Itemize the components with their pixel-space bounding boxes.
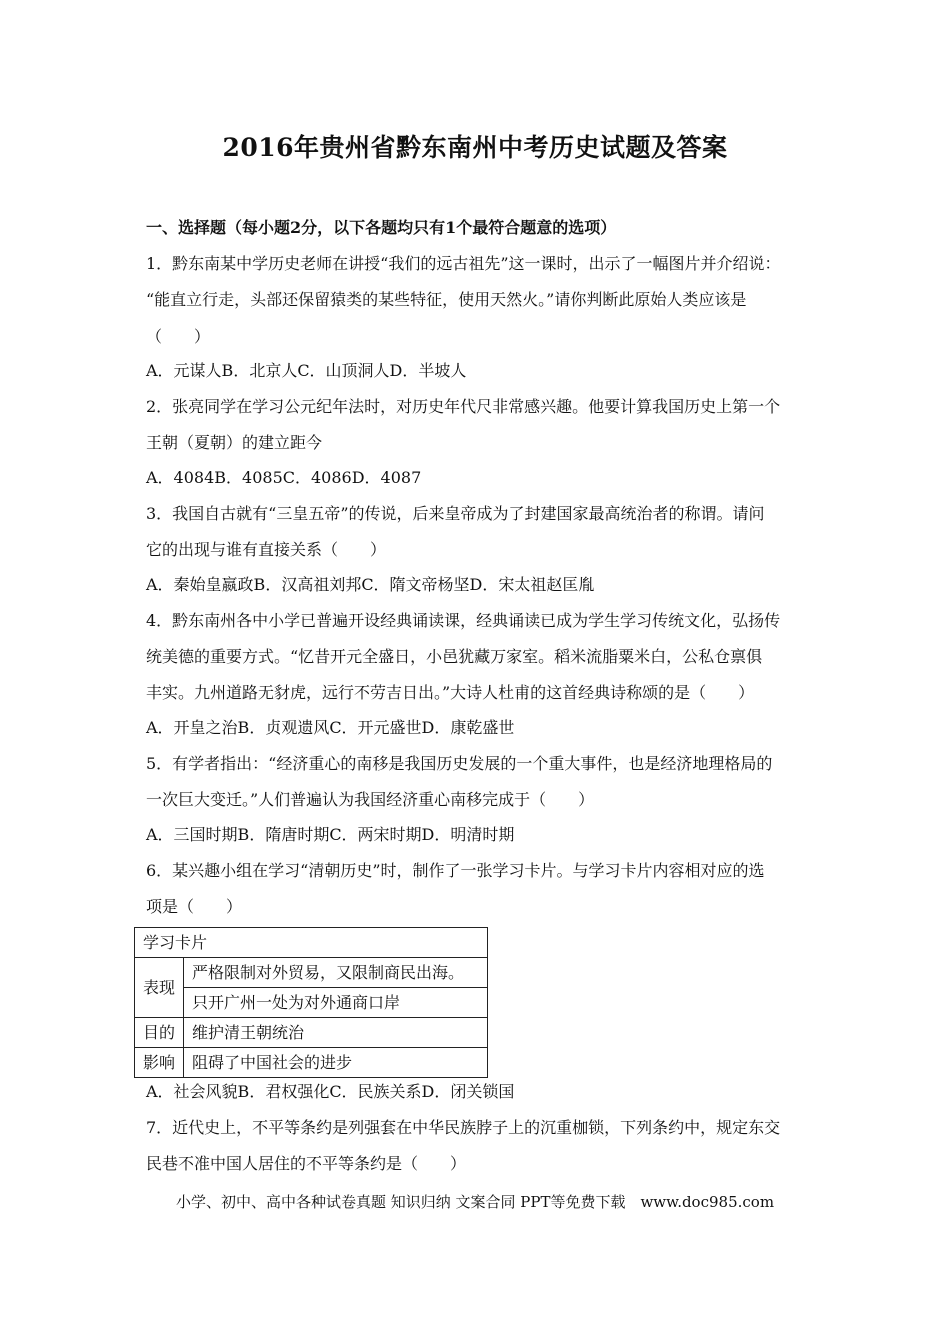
question-1-line-3: （ ） bbox=[146, 327, 211, 346]
study-card-cell: 严格限制对外贸易，又限制商民出海。 bbox=[184, 958, 488, 988]
question-5-line-1: 5．有学者指出：“经济重心的南移是我国历史发展的一个重大事件，也是经济地理格局的 bbox=[146, 754, 773, 773]
study-card-cell: 阻碍了中国社会的进步 bbox=[184, 1048, 488, 1078]
study-card-table bbox=[134, 927, 488, 1078]
question-1-line-2: “能直立行走，头部还保留猿类的某些特征，使用天然火。”请你判断此原始人类应该是 bbox=[146, 290, 747, 309]
study-card-header: 学习卡片 bbox=[135, 928, 488, 958]
study-card-row bbox=[135, 958, 488, 988]
question-3-line-2: 它的出现与谁有直接关系（ ） bbox=[146, 540, 387, 559]
page-footer: 小学、初中、高中各种试卷真题 知识归纳 文案合同 PPT等免费下载 www.doc985.com bbox=[175, 1193, 775, 1211]
study-card-row bbox=[135, 1048, 488, 1078]
question-6-options: A．社会风貌B．君权强化C．民族关系D．闭关锁国 bbox=[146, 1082, 515, 1101]
page-title: 2016年贵州省黔东南州中考历史试题及答案 bbox=[222, 133, 728, 162]
question-2-options: A．4084B．4085C．4086D．4087 bbox=[146, 468, 422, 487]
question-1-options: A．元谋人B．北京人C．山顶洞人D．半坡人 bbox=[146, 361, 467, 380]
question-2-line-2: 王朝（夏朝）的建立距今 bbox=[146, 433, 323, 452]
question-7-line-2: 民巷不准中国人居住的不平等条约是（ ） bbox=[146, 1154, 467, 1173]
question-7-line-1: 7．近代史上，不平等条约是列强套在中华民族脖子上的沉重枷锁，下列条约中，规定东交 bbox=[146, 1118, 781, 1137]
study-card-label-performance: 表现 bbox=[135, 958, 184, 1018]
study-card-row bbox=[135, 1018, 488, 1048]
question-2-line-1: 2．张亮同学在学习公元纪年法时，对历史年代尺非常感兴趣。他要计算我国历史上第一个 bbox=[146, 397, 781, 416]
question-6-line-1: 6．某兴趣小组在学习“清朝历史”时，制作了一张学习卡片。与学习卡片内容相对应的选 bbox=[146, 861, 765, 880]
question-4-line-3: 丰实。九州道路无豺虎，远行不劳吉日出。”大诗人杜甫的这首经典诗称颂的是（ ） bbox=[146, 683, 755, 702]
section-heading: 一、选择题（每小题2分，以下各题均只有1个最符合题意的选项） bbox=[146, 218, 617, 237]
study-card-label-impact: 影响 bbox=[135, 1048, 184, 1078]
question-3-options: A．秦始皇嬴政B．汉高祖刘邦C．隋文帝杨坚D．宋太祖赵匡胤 bbox=[146, 575, 595, 594]
question-1-line-1: 1．黔东南某中学历史老师在讲授“我们的远古祖先”这一课时，出示了一幅图片并介绍说： bbox=[146, 254, 781, 273]
study-card-cell: 只开广州一处为对外通商口岸 bbox=[184, 988, 488, 1018]
question-3-line-1: 3．我国自古就有“三皇五帝”的传说，后来皇帝成为了封建国家最高统治者的称谓。请问 bbox=[146, 504, 765, 523]
question-5-options: A．三国时期B．隋唐时期C．两宋时期D．明清时期 bbox=[146, 825, 515, 844]
question-4-line-1: 4．黔东南州各中小学已普遍开设经典诵读课，经典诵读已成为学生学习传统文化，弘扬传 bbox=[146, 611, 781, 630]
study-card-row bbox=[135, 988, 488, 1018]
question-5-line-2: 一次巨大变迁。”人们普遍认为我国经济重心南移完成于（ ） bbox=[146, 790, 595, 809]
question-6-line-2: 项是（ ） bbox=[146, 897, 243, 916]
question-4-line-2: 统美德的重要方式。“忆昔开元全盛日，小邑犹藏万家室。稻米流脂粟米白，公私仓禀俱 bbox=[146, 647, 763, 666]
study-card-label-purpose: 目的 bbox=[135, 1018, 184, 1048]
question-4-options: A．开皇之治B．贞观遗风C．开元盛世D．康乾盛世 bbox=[146, 718, 515, 737]
study-card-header-row bbox=[135, 928, 488, 958]
study-card-cell: 维护清王朝统治 bbox=[184, 1018, 488, 1048]
